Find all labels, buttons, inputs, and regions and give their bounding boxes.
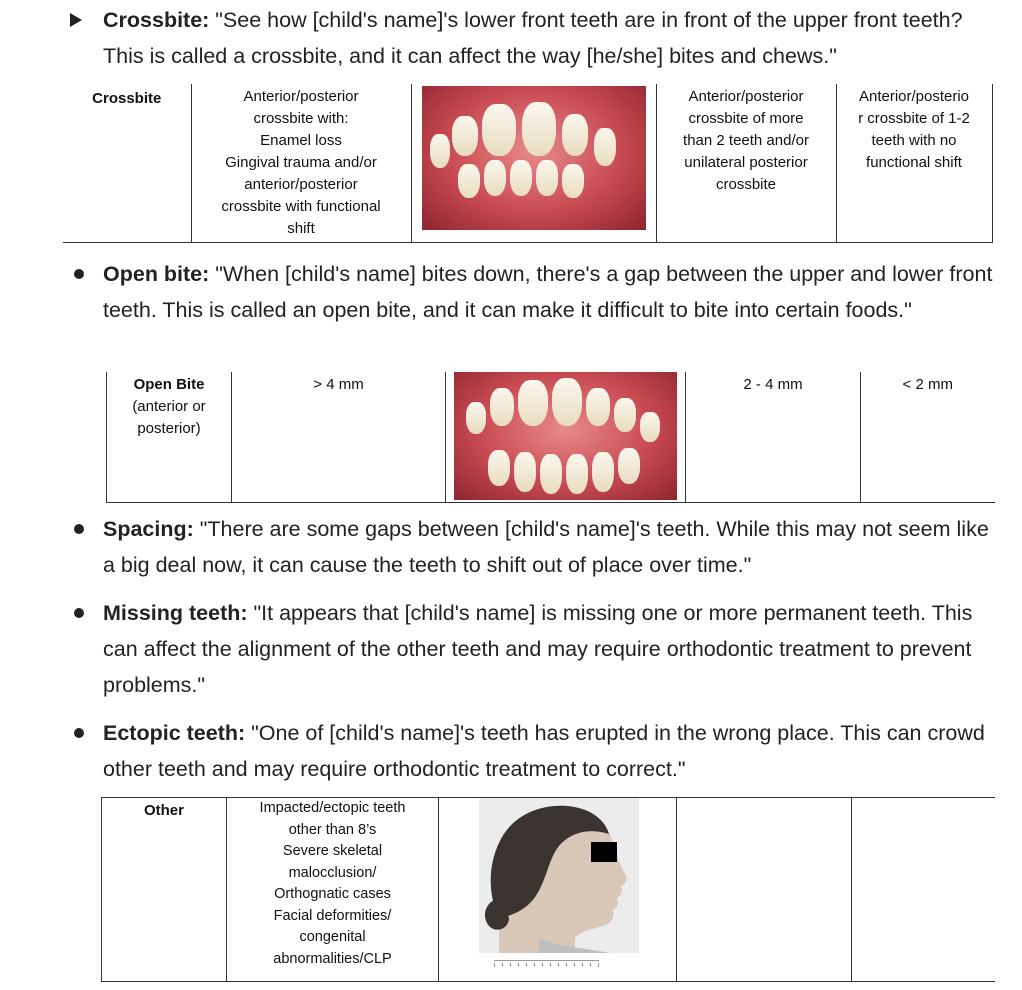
bullet-missing-teeth (103, 595, 998, 703)
bullet-dot-icon (74, 608, 84, 618)
open-bite-teeth-photo (454, 372, 677, 500)
criteria-line: unilateral posterior (684, 154, 808, 171)
ruler-scale (494, 960, 599, 971)
other-severe-criteria (227, 798, 439, 982)
crossbite-moderate-criteria (656, 84, 836, 243)
criteria-line: shift (287, 220, 315, 237)
bullet-term: Ectopic teeth: (103, 721, 246, 745)
criteria-line: Anterior/posterior (243, 88, 359, 105)
profile-face-photo (479, 798, 639, 953)
bullet-text: "See how [child's name]'s lower front teeth are in front of the upper front teeth? This is called a crossbite, and it can affect the way [he/she] bites and chews." (103, 8, 963, 68)
criteria-line: crossbite with: (253, 110, 349, 127)
criteria-line: Facial deformities/ (273, 907, 392, 924)
open-bite-table (106, 372, 995, 503)
open-bite-moderate-criteria: 2 - 4 mm (686, 372, 861, 502)
criteria-line: r crossbite of 1-2 (858, 110, 970, 127)
criteria-line: than 2 teeth and/or (683, 132, 809, 149)
open-bite-sublabel: posterior) (137, 420, 201, 437)
bullet-text: "One of [child's name]'s teeth has erupted in the wrong place. This can crowd other teeth and may require orthodontic treatment to correct." (103, 721, 985, 781)
open-bite-photo-cell (446, 372, 686, 502)
bullet-ectopic-teeth (103, 715, 998, 787)
criteria-line: congenital (299, 929, 366, 945)
bullet-dot-icon (74, 269, 84, 279)
criteria-line: Severe skeletal (282, 843, 383, 859)
bullet-spacing (103, 511, 998, 583)
criteria-line: Enamel loss (260, 132, 342, 149)
criteria-line: malocclusion/ (288, 864, 377, 881)
criteria-line: Orthognatic cases (274, 886, 391, 902)
criteria-line: crossbite of more (688, 110, 804, 127)
criteria-line: functional shift (866, 154, 962, 171)
crossbite-table (63, 84, 993, 243)
open-bite-severe-criteria: > 4 mm (232, 372, 446, 502)
criteria-line: anterior/posterior (244, 176, 358, 193)
criteria-line: crossbite with functional (221, 198, 381, 215)
open-bite-mild-criteria: < 2 mm (861, 372, 995, 502)
bullet-term: Spacing: (103, 517, 194, 541)
criteria-line: Impacted/ectopic teeth (259, 800, 406, 816)
criteria-line: Anterior/posterior (688, 88, 804, 105)
profile-silhouette-icon (479, 798, 639, 953)
bullet-term: Crossbite: (103, 8, 210, 32)
crossbite-severe-criteria (191, 84, 411, 243)
triangle-bullet-icon (70, 13, 82, 27)
bullet-text: "When [child's name] bites down, there's a gap between the upper and lower front teeth. This is called an open bite, and it can make it difficult to bite into certain foods." (103, 262, 993, 322)
bullet-dot-icon (74, 524, 84, 534)
criteria-line: other than 8’s (288, 821, 377, 838)
open-bite-label-cell (107, 372, 232, 502)
bullet-dot-icon (74, 728, 84, 738)
crossbite-teeth-photo (422, 86, 646, 230)
criteria-line: abnormalities/CLP (273, 950, 392, 967)
other-photo-cell (439, 798, 677, 982)
criteria-line: crossbite (715, 176, 777, 193)
open-bite-sublabel: (anterior or (132, 398, 206, 415)
crossbite-photo-cell (411, 84, 656, 243)
other-moderate-criteria (677, 798, 852, 982)
bullet-term: Missing teeth: (103, 601, 248, 625)
bullet-term: Open bite: (103, 262, 210, 286)
other-mild-criteria (852, 798, 995, 982)
bullet-crossbite (103, 2, 998, 74)
bullet-text: "There are some gaps between [child's name]'s teeth. While this may not seem like a big deal now, it can cause the teeth to shift out of place over time." (103, 517, 989, 577)
other-table (101, 797, 995, 982)
bullet-text: "It appears that [child's name] is missing one or more permanent teeth. This can affect the alignment of the other teeth and may require orthodontic treatment to prevent problems." (103, 601, 973, 697)
criteria-line: teeth with no (871, 132, 957, 149)
crossbite-label: Crossbite (63, 84, 191, 243)
open-bite-label: Open Bite (133, 376, 205, 393)
bullet-open-bite (103, 256, 998, 328)
crossbite-mild-criteria (836, 84, 992, 243)
criteria-line: Anterior/posterio (858, 88, 970, 105)
criteria-line: Gingival trauma and/or (225, 154, 377, 171)
other-label: Other (102, 798, 227, 982)
